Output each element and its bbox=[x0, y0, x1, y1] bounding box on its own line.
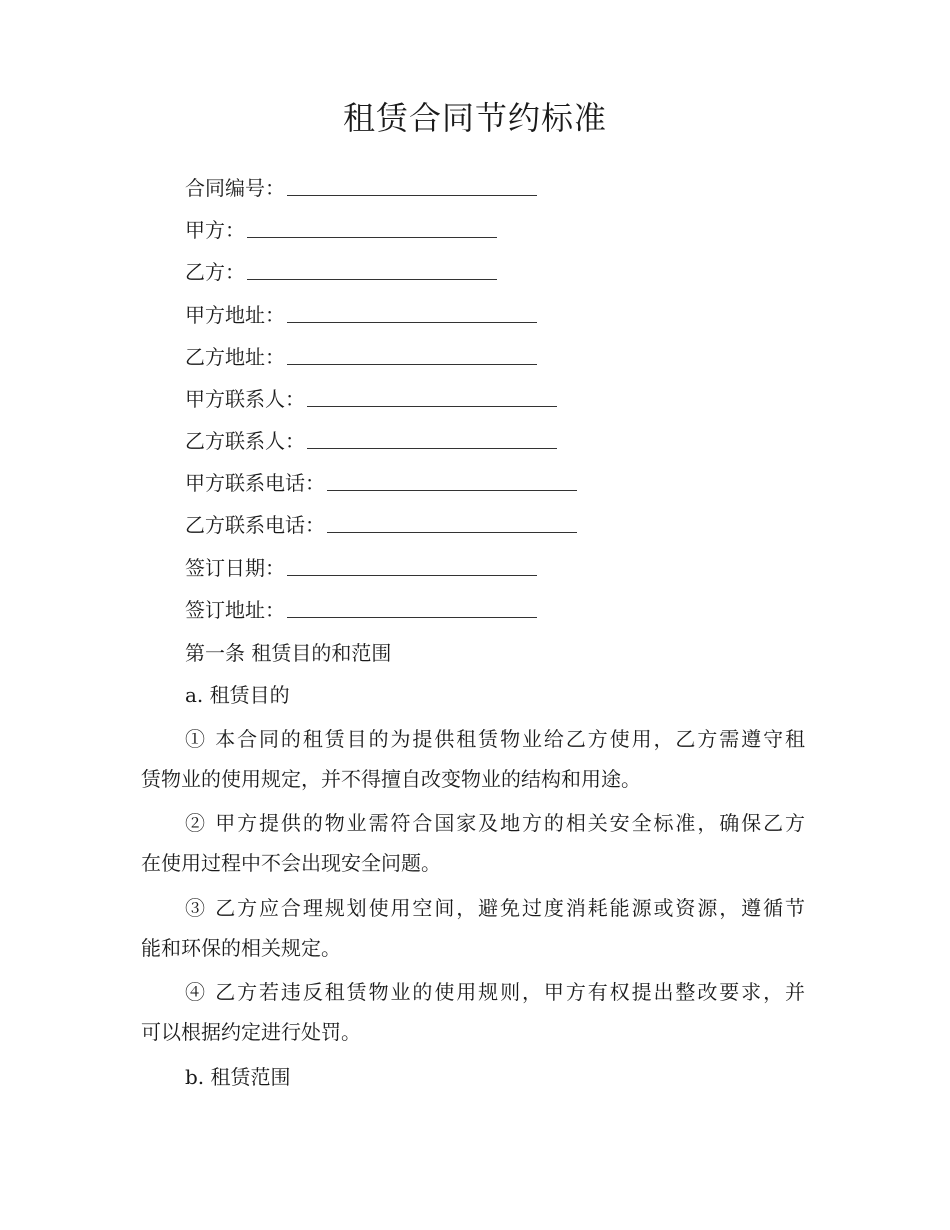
field-label: 甲方地址： bbox=[185, 303, 285, 327]
paragraph-item-2-line2: 在使用过程中不会出现安全问题。 bbox=[141, 851, 441, 875]
field-label: 乙方： bbox=[185, 260, 245, 284]
field-label: 乙方联系人： bbox=[185, 429, 305, 453]
paragraph-item-3-line1: ③ 乙方应合理规划使用空间，避免过度消耗能源或资源，遵循节 bbox=[185, 896, 805, 920]
field-party-b-phone bbox=[185, 510, 577, 540]
field-label: 乙方地址： bbox=[185, 345, 285, 369]
field-label: 签订日期： bbox=[185, 556, 285, 580]
field-contract-number bbox=[185, 173, 537, 203]
blank-line bbox=[327, 531, 577, 533]
field-label: 签订地址： bbox=[185, 598, 285, 622]
field-label: 甲方联系人： bbox=[185, 387, 305, 411]
blank-line bbox=[327, 489, 577, 491]
field-party-b bbox=[185, 257, 497, 287]
field-label: 甲方： bbox=[185, 218, 245, 242]
blank-line bbox=[287, 363, 537, 365]
field-party-b-contact bbox=[185, 426, 557, 456]
paragraph-item-1-line1: ① 本合同的租赁目的为提供租赁物业给乙方使用，乙方需遵守租 bbox=[185, 727, 805, 751]
paragraph-item-4-line1: ④ 乙方若违反租赁物业的使用规则，甲方有权提出整改要求，并 bbox=[185, 980, 805, 1004]
paragraph-item-3-line2: 能和环保的相关规定。 bbox=[141, 936, 341, 960]
paragraph-item-4-line2: 可以根据约定进行处罚。 bbox=[141, 1020, 361, 1044]
field-signing-address bbox=[185, 595, 537, 625]
section-heading-a: a. 租赁目的 bbox=[185, 683, 290, 707]
section-heading-b: b. 租赁范围 bbox=[185, 1065, 291, 1089]
blank-line bbox=[307, 447, 557, 449]
article-heading: 第一条 租赁目的和范围 bbox=[185, 641, 392, 665]
field-label: 乙方联系电话： bbox=[185, 513, 325, 537]
field-party-a bbox=[185, 215, 497, 245]
blank-line bbox=[287, 574, 537, 576]
field-signing-date bbox=[185, 553, 537, 583]
field-party-b-address bbox=[185, 342, 537, 372]
field-label: 合同编号： bbox=[185, 176, 285, 200]
blank-line bbox=[307, 405, 557, 407]
blank-line bbox=[247, 278, 497, 280]
blank-line bbox=[247, 236, 497, 238]
field-party-a-address bbox=[185, 300, 537, 330]
blank-line bbox=[287, 194, 537, 196]
blank-line bbox=[287, 321, 537, 323]
field-party-a-contact bbox=[185, 384, 557, 414]
paragraph-item-1-line2: 赁物业的使用规定，并不得擅自改变物业的结构和用途。 bbox=[141, 767, 641, 791]
paragraph-item-2-line1: ② 甲方提供的物业需符合国家及地方的相关安全标准，确保乙方 bbox=[185, 811, 805, 835]
document-title: 租赁合同节约标准 bbox=[342, 99, 607, 137]
field-label: 甲方联系电话： bbox=[185, 471, 325, 495]
field-party-a-phone bbox=[185, 468, 577, 498]
blank-line bbox=[287, 616, 537, 618]
